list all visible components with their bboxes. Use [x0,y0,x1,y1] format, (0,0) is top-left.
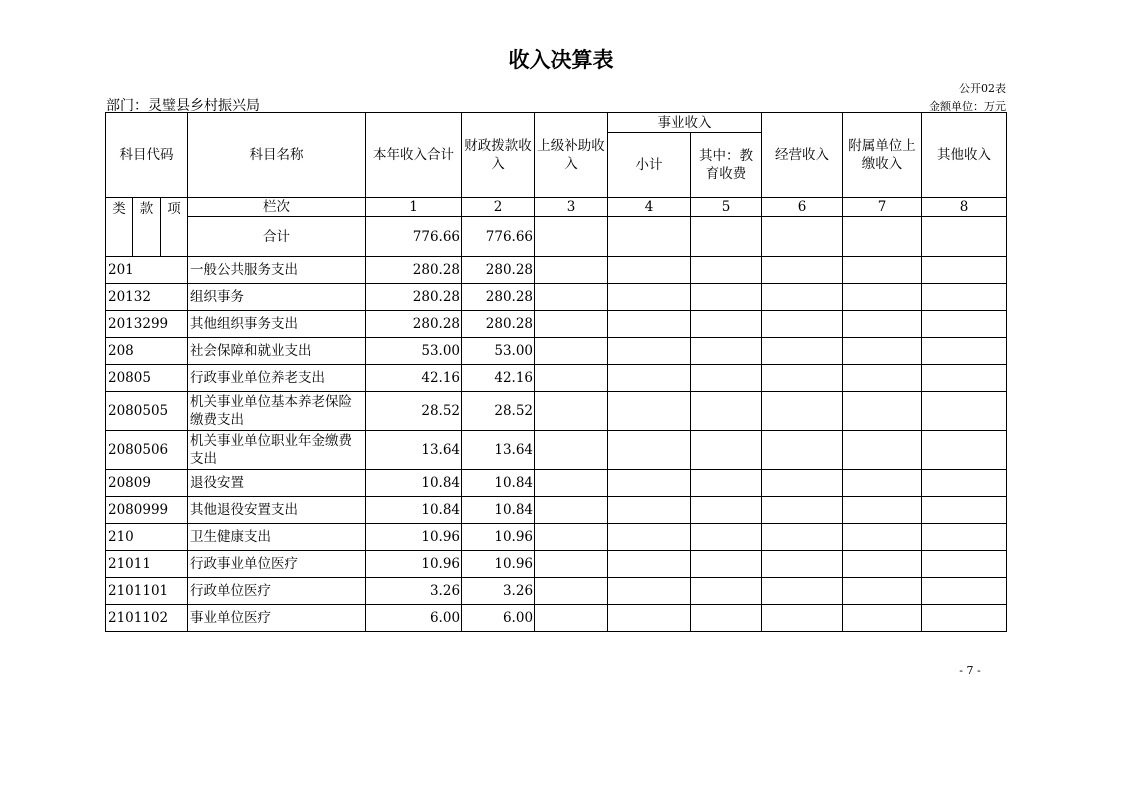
subject-code-cell: 2101102 [106,605,188,632]
table-row [106,578,1007,605]
total-income-cell: 280.28 [366,257,462,284]
table-row [106,257,1007,284]
subject-code-cell: 208 [106,338,188,365]
empty-cell [535,392,608,431]
empty-cell [762,524,843,551]
empty-cell [691,257,762,284]
empty-cell [843,551,922,578]
fiscal-allocation-cell: 6.00 [462,605,535,632]
empty-cell [608,578,691,605]
empty-cell [535,257,608,284]
empty-cell [535,284,608,311]
total-income-cell: 28.52 [366,392,462,431]
empty-cell [762,431,843,470]
empty-cell [922,524,1007,551]
empty-cell [691,470,762,497]
empty-cell [843,470,922,497]
empty-cell [762,338,843,365]
subject-code-cell: 2080999 [106,497,188,524]
table-row [106,524,1007,551]
empty-cell [535,365,608,392]
subject-code-cell: 20132 [106,284,188,311]
page-title: 收入决算表 [508,48,614,72]
empty-cell [535,551,608,578]
empty-cell [535,470,608,497]
empty-cell [691,365,762,392]
header-education-fees: 其中：教育收费 [691,133,762,198]
empty-cell [691,311,762,338]
empty-cell [922,551,1007,578]
empty-cell [608,551,691,578]
header-superior-subsidy: 上级补助收入 [535,113,608,198]
subject-code-cell: 201 [106,257,188,284]
empty-cell [922,257,1007,284]
table-row [106,470,1007,497]
fiscal-allocation-cell: 3.26 [462,578,535,605]
header-total-income: 本年收入合计 [366,113,462,198]
empty-cell [843,497,922,524]
empty-cell [922,431,1007,470]
table-row [106,551,1007,578]
column-number: 6 [762,198,843,217]
empty-cell [691,338,762,365]
fiscal-allocation-cell: 10.96 [462,524,535,551]
column-number: 7 [843,198,922,217]
empty-cell [843,392,922,431]
fiscal-allocation-cell: 280.28 [462,284,535,311]
fiscal-allocation-cell: 28.52 [462,392,535,431]
total-row [106,217,1007,257]
fiscal-allocation-cell: 280.28 [462,257,535,284]
total-income-cell: 10.84 [366,470,462,497]
subject-code-cell: 2080505 [106,392,188,431]
empty-cell [843,578,922,605]
fiscal-allocation-cell: 42.16 [462,365,535,392]
form-number: 公开02表 [959,82,1006,95]
total-fiscal-value: 776.66 [462,217,535,257]
subject-name-cell: 行政单位医疗 [188,578,366,605]
header-row-index: 栏次 [188,198,366,217]
table-row [106,392,1007,431]
empty-cell [843,605,922,632]
empty-cell [922,311,1007,338]
header-subtotal: 小计 [608,133,691,198]
total-income-cell: 280.28 [366,284,462,311]
empty-cell [922,365,1007,392]
empty-cell [691,497,762,524]
subject-name-cell: 一般公共服务支出 [188,257,366,284]
subject-code-cell: 2080506 [106,431,188,470]
column-number: 3 [535,198,608,217]
empty-cell [691,284,762,311]
empty-cell [843,365,922,392]
empty-cell [691,551,762,578]
empty-cell [922,338,1007,365]
column-number: 2 [462,198,535,217]
subject-name-cell: 事业单位医疗 [188,605,366,632]
table-row [106,497,1007,524]
header-fiscal-allocation: 财政拨款收入 [462,113,535,198]
department-label: 部门：灵璧县乡村振兴局 [106,98,260,114]
empty-cell [691,431,762,470]
fiscal-allocation-cell: 280.28 [462,311,535,338]
empty-cell [843,311,922,338]
subject-code-cell: 20809 [106,470,188,497]
subject-name-cell: 社会保障和就业支出 [188,338,366,365]
table-row [106,365,1007,392]
subject-name-cell: 组织事务 [188,284,366,311]
subject-code-cell: 20805 [106,365,188,392]
subject-code-cell: 2013299 [106,311,188,338]
empty-cell [762,497,843,524]
subject-name-cell: 行政事业单位养老支出 [188,365,366,392]
empty-cell [535,524,608,551]
subject-name-cell: 卫生健康支出 [188,524,366,551]
empty-cell [922,605,1007,632]
header-other-income: 其他收入 [922,113,1007,198]
page-number: - 7 - [959,664,981,677]
column-number: 4 [608,198,691,217]
empty-cell [608,497,691,524]
fiscal-allocation-cell: 10.84 [462,497,535,524]
table-row [106,311,1007,338]
empty-cell [922,497,1007,524]
subject-name-cell: 退役安置 [188,470,366,497]
empty-cell [762,551,843,578]
empty-cell [535,311,608,338]
total-income-cell: 10.84 [366,497,462,524]
subject-name-cell: 行政事业单位医疗 [188,551,366,578]
empty-cell [608,605,691,632]
empty-cell [608,431,691,470]
header-subject-name: 科目名称 [188,113,366,198]
empty-cell [843,257,922,284]
empty-cell [535,497,608,524]
header-subject-code: 科目代码 [106,113,188,198]
subject-code-cell: 21011 [106,551,188,578]
total-income-value: 776.66 [366,217,462,257]
total-label: 合计 [188,217,366,257]
empty-cell [608,365,691,392]
empty-cell [691,524,762,551]
empty-cell [762,284,843,311]
total-income-cell: 13.64 [366,431,462,470]
subject-name-cell: 其他退役安置支出 [188,497,366,524]
empty-cell [535,431,608,470]
empty-cell [608,257,691,284]
header-lei: 类 [106,198,133,257]
header-operating-income: 经营收入 [762,113,843,198]
column-number: 1 [366,198,462,217]
income-table [105,112,1007,632]
empty-cell [843,338,922,365]
empty-cell [843,284,922,311]
empty-cell [535,578,608,605]
empty-cell [762,257,843,284]
total-income-cell: 3.26 [366,578,462,605]
subject-code-cell: 210 [106,524,188,551]
fiscal-allocation-cell: 10.96 [462,551,535,578]
subject-name-cell: 机关事业单位基本养老保险缴费支出 [188,392,366,431]
total-income-cell: 280.28 [366,311,462,338]
empty-cell [691,392,762,431]
empty-cell [762,365,843,392]
total-income-cell: 53.00 [366,338,462,365]
table-row [106,338,1007,365]
header-business-income: 事业收入 [608,113,762,133]
empty-cell [535,605,608,632]
subject-code-cell: 2101101 [106,578,188,605]
empty-cell [691,578,762,605]
empty-cell [608,311,691,338]
empty-cell [922,578,1007,605]
empty-cell [691,605,762,632]
column-number: 5 [691,198,762,217]
fiscal-allocation-cell: 10.84 [462,470,535,497]
total-income-cell: 6.00 [366,605,462,632]
empty-cell [843,524,922,551]
empty-cell [608,392,691,431]
table-row [106,284,1007,311]
empty-cell [843,431,922,470]
empty-cell [608,470,691,497]
subject-name-cell: 其他组织事务支出 [188,311,366,338]
table-row [106,605,1007,632]
total-income-cell: 10.96 [366,524,462,551]
header-kuan: 款 [133,198,161,257]
empty-cell [762,470,843,497]
empty-cell [762,392,843,431]
empty-cell [762,311,843,338]
fiscal-allocation-cell: 13.64 [462,431,535,470]
header-affiliated-income: 附属单位上缴收入 [843,113,922,198]
empty-cell [608,338,691,365]
empty-cell [922,392,1007,431]
table-row [106,431,1007,470]
empty-cell [608,284,691,311]
empty-cell [762,578,843,605]
header-xiang: 项 [161,198,188,257]
empty-cell [608,524,691,551]
empty-cell [922,284,1007,311]
empty-cell [762,605,843,632]
empty-cell [922,470,1007,497]
subject-name-cell: 机关事业单位职业年金缴费支出 [188,431,366,470]
total-income-cell: 10.96 [366,551,462,578]
unit-label: 金额单位：万元 [929,100,1006,113]
column-number: 8 [922,198,1007,217]
total-income-cell: 42.16 [366,365,462,392]
empty-cell [535,338,608,365]
fiscal-allocation-cell: 53.00 [462,338,535,365]
